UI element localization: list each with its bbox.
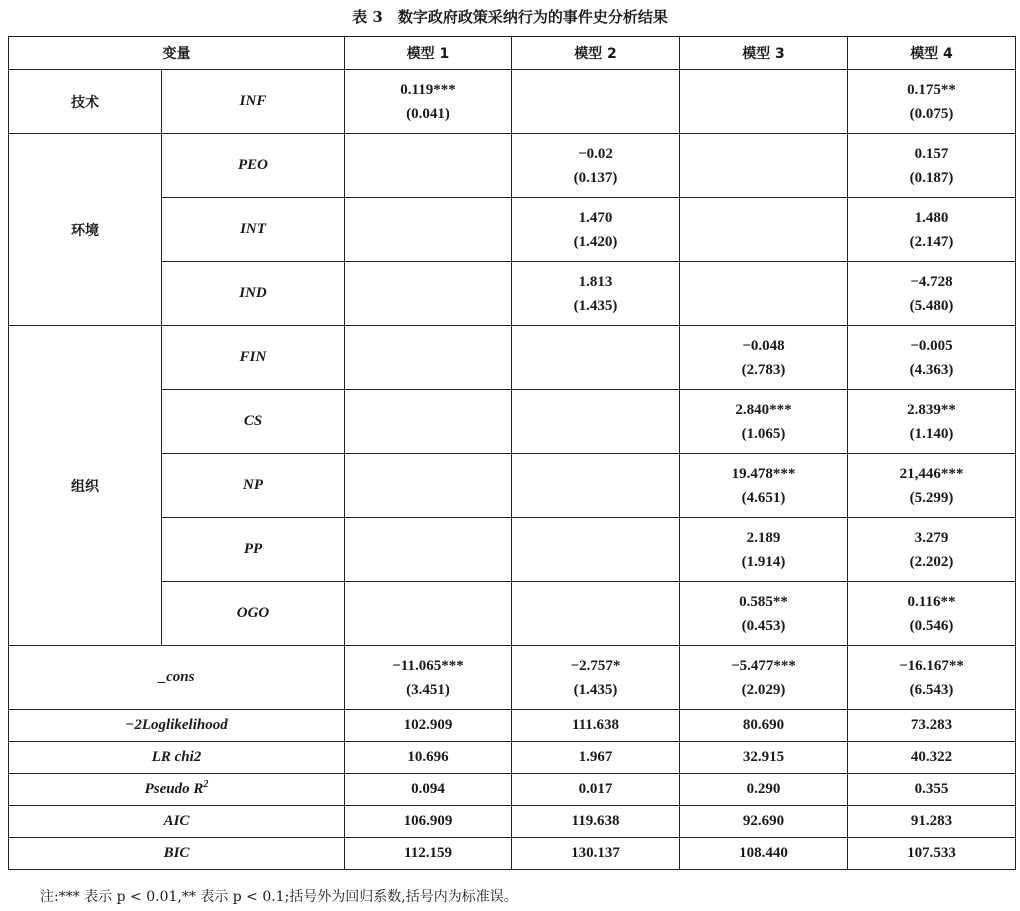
model-2-cell xyxy=(512,646,680,710)
model-3-cell xyxy=(680,454,848,518)
coefficient: −0.048 xyxy=(742,337,785,354)
model-1-cell xyxy=(345,262,512,326)
coefficient: 0.175** xyxy=(907,81,956,98)
model-3-cell xyxy=(680,70,848,134)
stat-label xyxy=(9,806,345,838)
model-2-value: 0.017 xyxy=(512,774,680,806)
model-3-cell xyxy=(680,582,848,646)
model-3-cell xyxy=(680,646,848,710)
variable-name: OGO xyxy=(162,582,345,646)
coefficient: 0.119*** xyxy=(400,81,456,98)
coefficient: −11.065*** xyxy=(392,657,464,674)
coefficient: 3.279 xyxy=(914,529,949,546)
stat-label-text: AIC xyxy=(163,813,190,829)
model-4-value: 0.355 xyxy=(848,774,1016,806)
variable-name: FIN xyxy=(162,326,345,390)
category-org: 组织 xyxy=(9,326,162,646)
coefficient: 2.840*** xyxy=(735,401,792,418)
standard-error: (0.041) xyxy=(406,105,450,122)
model-1-cell xyxy=(345,582,512,646)
coefficient: −16.167** xyxy=(899,657,964,674)
model-2-cell xyxy=(512,198,680,262)
standard-error: (1.065) xyxy=(741,425,786,442)
model-4-value: 91.283 xyxy=(848,806,1016,838)
stat-label-text: Pseudo R xyxy=(144,781,204,797)
coefficient: 0.116** xyxy=(907,593,956,610)
model-2-cell xyxy=(512,390,680,454)
standard-error: (1.435) xyxy=(573,297,618,314)
variable-name: INT xyxy=(162,198,345,262)
standard-error: (2.202) xyxy=(909,553,954,570)
model-4-value: 73.283 xyxy=(848,710,1016,742)
stat-label xyxy=(9,710,345,742)
model-1-value: 112.159 xyxy=(345,838,512,870)
model-3-value: 80.690 xyxy=(680,710,848,742)
model-2-cell xyxy=(512,70,680,134)
stat-label-text: BIC xyxy=(163,845,190,861)
model-4-cell xyxy=(848,518,1016,582)
model-3-cell xyxy=(680,198,848,262)
header-variable: 变量 xyxy=(9,37,345,70)
model-4-value: 40.322 xyxy=(848,742,1016,774)
table-row xyxy=(9,326,1016,390)
model-4-cell xyxy=(848,390,1016,454)
table-caption: 表 3 数字政府政策采纳行为的事件史分析结果 xyxy=(352,8,668,26)
standard-error: (0.187) xyxy=(909,169,954,186)
model-4-cell xyxy=(848,582,1016,646)
model-1-cell xyxy=(345,326,512,390)
model-1-cell xyxy=(345,454,512,518)
model-4-value: 107.533 xyxy=(848,838,1016,870)
standard-error: (4.651) xyxy=(741,489,786,506)
standard-error: (2.783) xyxy=(741,361,786,378)
header-model-3: 模型 3 xyxy=(680,37,848,70)
coefficient: 2.189 xyxy=(746,529,781,546)
standard-error: (0.075) xyxy=(909,105,954,122)
coefficient: 2.839** xyxy=(907,401,956,418)
standard-error: (5.299) xyxy=(909,489,954,506)
coefficient: −5.477*** xyxy=(731,657,796,674)
constant-label: _cons xyxy=(9,646,345,710)
model-4-cell xyxy=(848,646,1016,710)
model-1-value: 10.696 xyxy=(345,742,512,774)
model-2-value: 1.967 xyxy=(512,742,680,774)
standard-error: (3.451) xyxy=(406,681,450,698)
model-3-cell xyxy=(680,518,848,582)
standard-error: (1.140) xyxy=(909,425,954,442)
model-1-cell xyxy=(345,134,512,198)
standard-error: (4.363) xyxy=(909,361,954,378)
model-4-cell xyxy=(848,454,1016,518)
header-row xyxy=(9,37,1016,70)
stat-row xyxy=(9,838,1016,870)
standard-error: (0.453) xyxy=(741,617,786,634)
stat-label xyxy=(9,774,345,806)
variable-name: PP xyxy=(162,518,345,582)
stat-row xyxy=(9,774,1016,806)
coefficient: 0.585** xyxy=(739,593,788,610)
standard-error: (6.543) xyxy=(909,681,954,698)
standard-error: (1.435) xyxy=(573,681,618,698)
model-2-cell xyxy=(512,134,680,198)
model-3-cell xyxy=(680,134,848,198)
coefficient: 1.480 xyxy=(914,209,949,226)
table-row xyxy=(9,134,1016,198)
stat-label-text: −2Loglikelihood xyxy=(125,717,228,733)
model-3-value: 108.440 xyxy=(680,838,848,870)
model-4-cell xyxy=(848,134,1016,198)
model-1-cell xyxy=(345,646,512,710)
stat-row xyxy=(9,710,1016,742)
standard-error: (0.546) xyxy=(909,617,954,634)
standard-error: (5.480) xyxy=(909,297,954,314)
category-tech: 技术 xyxy=(9,70,162,134)
variable-name: IND xyxy=(162,262,345,326)
standard-error: (1.914) xyxy=(741,553,786,570)
coefficient: 21,446*** xyxy=(899,465,964,482)
model-3-value: 92.690 xyxy=(680,806,848,838)
model-3-cell xyxy=(680,326,848,390)
standard-error: (2.147) xyxy=(909,233,954,250)
model-2-value: 119.638 xyxy=(512,806,680,838)
coefficient: −0.005 xyxy=(910,337,953,354)
model-2-cell xyxy=(512,582,680,646)
model-1-value: 106.909 xyxy=(345,806,512,838)
standard-error: (0.137) xyxy=(573,169,618,186)
model-4-cell xyxy=(848,198,1016,262)
model-2-cell xyxy=(512,454,680,518)
superscript: 2 xyxy=(203,779,209,790)
model-3-value: 0.290 xyxy=(680,774,848,806)
variable-name: CS xyxy=(162,390,345,454)
coefficient: 1.813 xyxy=(578,273,613,290)
model-1-cell xyxy=(345,198,512,262)
regression-table xyxy=(8,36,1016,870)
model-3-value: 32.915 xyxy=(680,742,848,774)
model-2-value: 130.137 xyxy=(512,838,680,870)
model-1-value: 102.909 xyxy=(345,710,512,742)
coefficient: 0.157 xyxy=(914,145,949,162)
model-4-cell xyxy=(848,262,1016,326)
model-2-cell xyxy=(512,262,680,326)
stat-row xyxy=(9,742,1016,774)
header-model-1: 模型 1 xyxy=(345,37,512,70)
model-4-cell xyxy=(848,70,1016,134)
table-row xyxy=(9,70,1016,134)
model-1-value: 0.094 xyxy=(345,774,512,806)
variable-name: INF xyxy=(162,70,345,134)
standard-error: (1.420) xyxy=(573,233,618,250)
category-env: 环境 xyxy=(9,134,162,326)
model-3-cell xyxy=(680,262,848,326)
model-2-value: 111.638 xyxy=(512,710,680,742)
model-1-cell xyxy=(345,518,512,582)
constant-row xyxy=(9,646,1016,710)
standard-error: (2.029) xyxy=(741,681,786,698)
model-1-cell xyxy=(345,70,512,134)
stat-label xyxy=(9,742,345,774)
variable-name: NP xyxy=(162,454,345,518)
coefficient: −2.757* xyxy=(570,657,621,674)
variable-name: PEO xyxy=(162,134,345,198)
coefficient: −0.02 xyxy=(578,145,613,162)
stat-label xyxy=(9,838,345,870)
model-1-cell xyxy=(345,390,512,454)
header-model-2: 模型 2 xyxy=(512,37,680,70)
table-note: 注:*** 表示 p < 0.01,** 表示 p < 0.1;括号外为回归系数,括号内为标准误。 xyxy=(40,889,518,905)
header-model-4: 模型 4 xyxy=(848,37,1016,70)
model-2-cell xyxy=(512,326,680,390)
coefficient: 1.470 xyxy=(578,209,613,226)
coefficient: −4.728 xyxy=(910,273,953,290)
model-2-cell xyxy=(512,518,680,582)
model-3-cell xyxy=(680,390,848,454)
coefficient: 19.478*** xyxy=(731,465,796,482)
stat-row xyxy=(9,806,1016,838)
stat-label-text: LR chi2 xyxy=(151,749,202,765)
model-4-cell xyxy=(848,326,1016,390)
